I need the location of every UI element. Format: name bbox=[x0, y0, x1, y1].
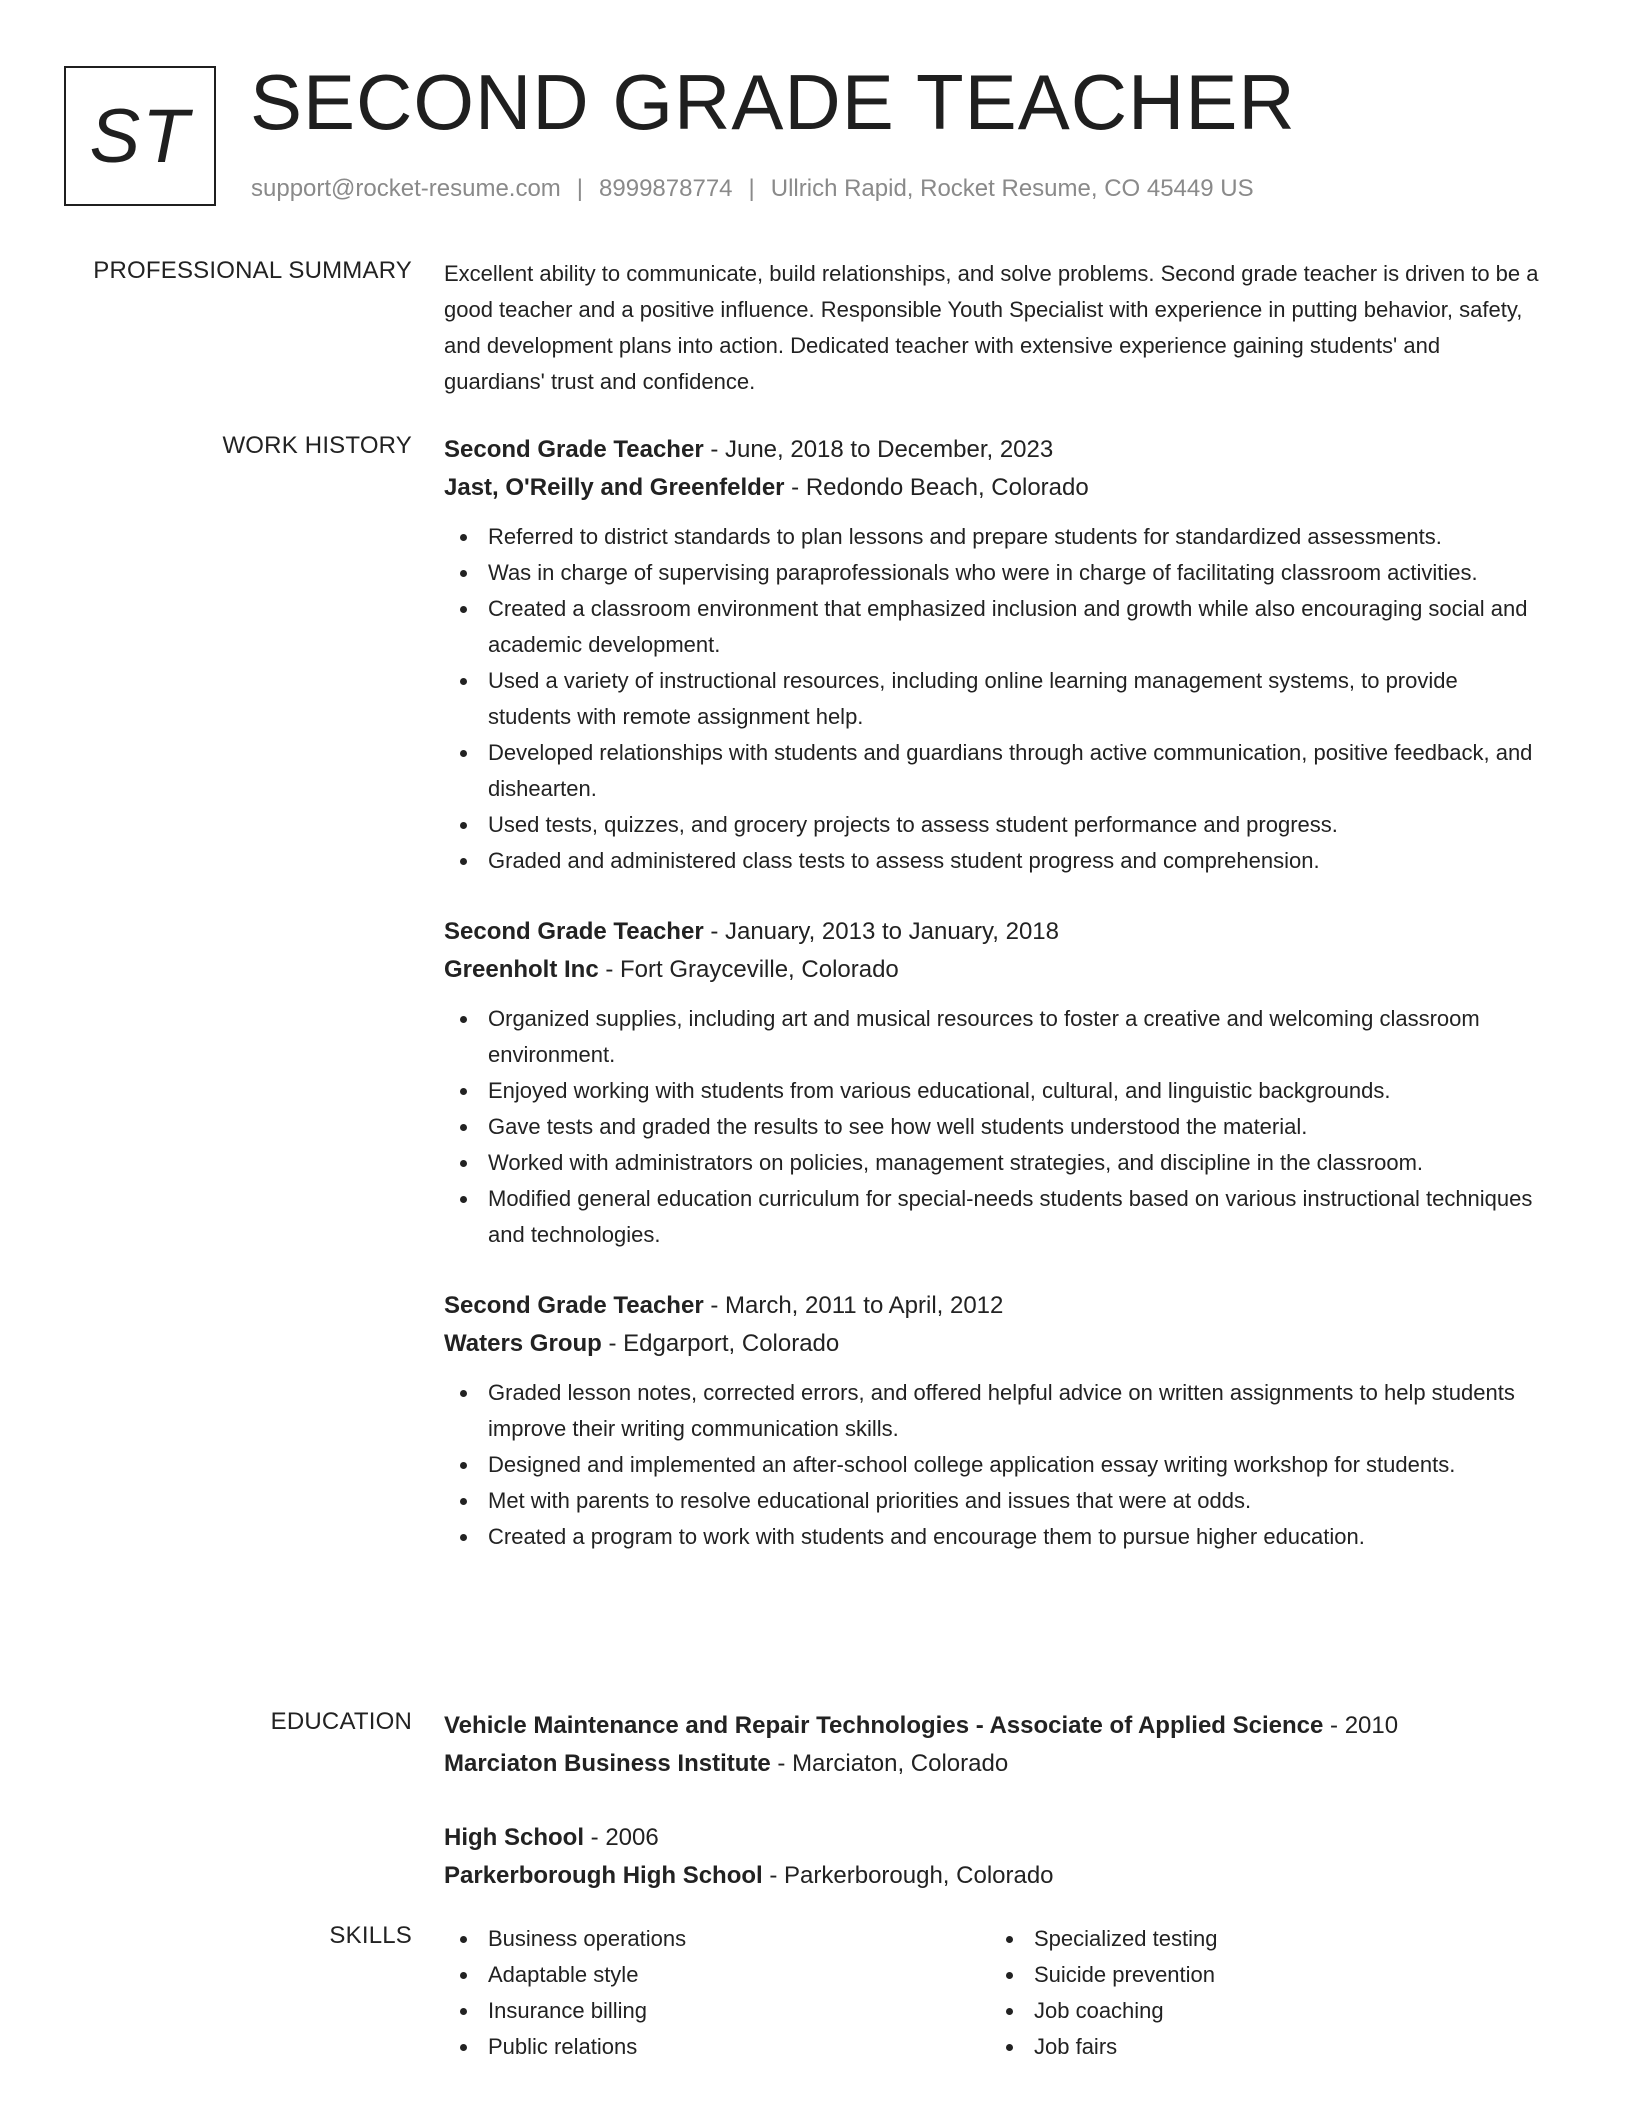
job-bullet: Gave tests and graded the results to see how well students understood the material. bbox=[444, 1109, 1544, 1145]
skill-item: Job fairs bbox=[990, 2029, 1536, 2065]
job-entry bbox=[444, 913, 1544, 1253]
education-year: - 2010 bbox=[1323, 1712, 1399, 1739]
skill-item: Insurance billing bbox=[444, 1993, 990, 2029]
job-location: - Fort Grayceville, Colorado bbox=[598, 956, 899, 983]
section-title-summary: PROFESSIONAL SUMMARY bbox=[93, 257, 412, 284]
job-bullets bbox=[444, 1375, 1544, 1555]
education-location: - Parkerborough, Colorado bbox=[762, 1862, 1054, 1889]
job-location: - Redondo Beach, Colorado bbox=[784, 474, 1089, 501]
education-year: - 2006 bbox=[584, 1824, 659, 1851]
job-company: Waters Group bbox=[444, 1330, 602, 1357]
education-school: Marciaton Business Institute bbox=[444, 1750, 771, 1777]
job-bullet: Created a program to work with students and encourage them to pursue higher education. bbox=[444, 1519, 1544, 1555]
education-location: - Marciaton, Colorado bbox=[770, 1750, 1009, 1777]
education-degree: Vehicle Maintenance and Repair Technologies - Associate of Applied Science bbox=[444, 1712, 1324, 1739]
skill-item: Public relations bbox=[444, 2029, 990, 2065]
job-bullet: Referred to district standards to plan lessons and prepare students for standardized assessments. bbox=[444, 519, 1544, 555]
job-company: Greenholt Inc bbox=[444, 956, 599, 983]
skills-column-left bbox=[444, 1921, 990, 2065]
job-bullet: Created a classroom environment that emphasized inclusion and growth while also encouraging social and academic development. bbox=[444, 591, 1544, 663]
summary-text: Excellent ability to communicate, build relationships, and solve problems. Second grade teacher is driven to be a good teacher and a positive influence. Responsible Youth Specialist with experience in putting behavior, safety, and development plans into action. Dedicated teacher with extensive experience gaining students' and guardians' trust and confidence. bbox=[444, 261, 1539, 394]
skill-item: Suicide prevention bbox=[990, 1957, 1536, 1993]
job-bullets bbox=[444, 519, 1544, 879]
job-bullet: Designed and implemented an after-school college application essay writing workshop for students. bbox=[444, 1447, 1544, 1483]
section-title-education: EDUCATION bbox=[270, 1708, 412, 1735]
work-history-list bbox=[444, 431, 1544, 1589]
job-role: Second Grade Teacher bbox=[444, 918, 704, 945]
job-dates: - March, 2011 to April, 2012 bbox=[703, 1292, 1004, 1319]
contact-email: support@rocket-resume.com bbox=[251, 175, 561, 202]
skills-columns bbox=[444, 1921, 1544, 2065]
skill-item: Specialized testing bbox=[990, 1921, 1536, 1957]
skill-item: Job coaching bbox=[990, 1993, 1536, 2029]
job-bullet: Used a variety of instructional resources, including online learning management systems, to provide students with remote assignment help. bbox=[444, 663, 1544, 735]
job-entry bbox=[444, 431, 1544, 879]
job-dates: - June, 2018 to December, 2023 bbox=[703, 436, 1054, 463]
contact-phone: 8999878774 bbox=[599, 175, 733, 202]
contact-line bbox=[251, 174, 1254, 204]
job-company: Jast, O'Reilly and Greenfelder bbox=[444, 474, 785, 501]
job-dates: - January, 2013 to January, 2018 bbox=[703, 918, 1059, 945]
contact-address: Ullrich Rapid, Rocket Resume, CO 45449 US bbox=[770, 175, 1254, 202]
job-entry bbox=[444, 1287, 1544, 1555]
job-bullet: Used tests, quizzes, and grocery projects to assess student performance and progress. bbox=[444, 807, 1544, 843]
skill-item: Adaptable style bbox=[444, 1957, 990, 1993]
job-bullet: Met with parents to resolve educational priorities and issues that were at odds. bbox=[444, 1483, 1544, 1519]
contact-separator: | bbox=[576, 175, 584, 202]
job-bullet: Was in charge of supervising paraprofessionals who were in charge of facilitating classroom activities. bbox=[444, 555, 1544, 591]
job-location: - Edgarport, Colorado bbox=[601, 1330, 840, 1357]
education-school: Parkerborough High School bbox=[444, 1862, 763, 1889]
job-bullet: Enjoyed working with students from various educational, cultural, and linguistic backgrounds. bbox=[444, 1073, 1544, 1109]
monogram-badge: ST bbox=[64, 66, 216, 206]
skills-column-right bbox=[990, 1921, 1536, 2065]
contact-separator: | bbox=[748, 175, 755, 202]
section-title-skills: SKILLS bbox=[329, 1922, 412, 1949]
section-title-work-history: WORK HISTORY bbox=[222, 432, 412, 459]
job-bullet: Graded lesson notes, corrected errors, and offered helpful advice on written assignments to help students improve their writing communication skills. bbox=[444, 1375, 1544, 1447]
job-bullet: Worked with administrators on policies, management strategies, and discipline in the classroom. bbox=[444, 1145, 1544, 1181]
job-role: Second Grade Teacher bbox=[444, 436, 704, 463]
job-bullets bbox=[444, 1001, 1544, 1253]
skill-item: Business operations bbox=[444, 1921, 990, 1957]
job-bullet: Modified general education curriculum for special-needs students based on various instructional techniques and technologies. bbox=[444, 1181, 1544, 1253]
education-entry bbox=[444, 1819, 1544, 1895]
job-role: Second Grade Teacher bbox=[444, 1292, 704, 1319]
education-degree: High School bbox=[444, 1824, 584, 1851]
education-entry bbox=[444, 1707, 1544, 1783]
education-list bbox=[444, 1707, 1544, 1931]
candidate-title: SECOND GRADE TEACHER bbox=[250, 58, 1296, 146]
job-bullet: Graded and administered class tests to assess student progress and comprehension. bbox=[444, 843, 1544, 879]
job-bullet: Developed relationships with students and guardians through active communication, positive feedback, and dishearten. bbox=[444, 735, 1544, 807]
job-bullet: Organized supplies, including art and musical resources to foster a creative and welcoming classroom environment. bbox=[444, 1001, 1544, 1073]
